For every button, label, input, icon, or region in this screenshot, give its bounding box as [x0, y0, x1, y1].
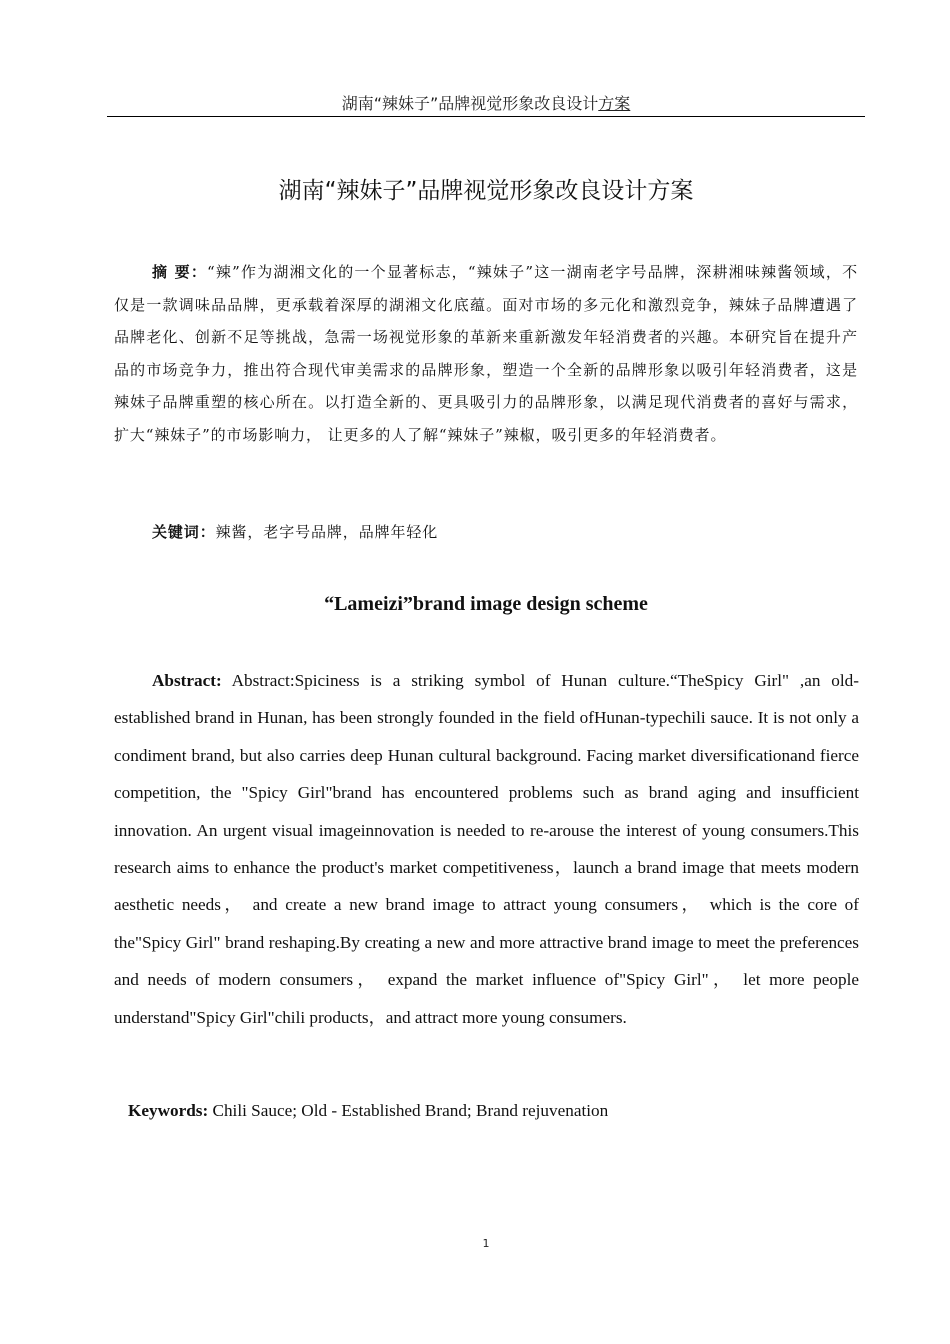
- chinese-keywords-label: 关键词：: [152, 523, 216, 541]
- chinese-abstract: [114, 256, 858, 452]
- chinese-abstract-body: “辣”作为湖湘文化的一个显著标志，“辣妹子”这一湖南老字号品牌，深耕湘味辣酱领域，不仅是一款调味品品牌，更承载着深厚的湖湘文化底蕴。面对市场的多元化和激烈竞争，辣妹子品牌遭遇了品牌老化、创新不足等挑战，急需一场视觉形象的革新来重新激发年轻消费者的兴趣。本研究旨在提升产品的市场竞争力，推出符合现代审美需求的品牌形象，塑造一个全新的品牌形象以吸引年轻消费者，这是辣妹子品牌重塑的核心所在。以打造全新的、更具吸引力的品牌形象，以满足现代消费者的喜好与需求，扩大“辣妹子”的市场影响力， 让更多的人了解“辣妹子”辣椒，吸引更多的年轻消费者。: [114, 263, 858, 444]
- header-rule: [107, 116, 865, 117]
- english-abstract-body: Abstract:Spiciness is a striking symbol of Hunan culture.“TheSpicy Girl" ,an old-established brand in Hunan, has been strongly founded in the field ofHunan-typechili sauce. It is not only a condiment brand, but also carries deep Hunan cultural background. Facing market diversificationand fierce competition, the "Spicy Girl"brand has encountered problems such as brand aging and insufficient innovation. An urgent visual imageinnovation is needed to re-arouse the interest of young consumers.This research aims to enhance the product's market competitiveness，launch a brand image that meets modern aesthetic needs， and create a new brand image to attract young consumers， which is the core of the"Spicy Girl" brand reshaping.By creating a new and more attractive brand image to meet the preferences and needs of modern consumers， expand the market influence of"Spicy Girl"， let more people understand"Spicy Girl"chili products，and attract more young consumers.: [114, 671, 859, 1027]
- english-keywords-body: Chili Sauce; Old - Established Brand; Brand rejuvenation: [208, 1101, 609, 1120]
- chinese-title: 湖南“辣妹子”品牌视觉形象改良设计方案: [278, 178, 694, 204]
- english-title: “Lameizi”brand image design scheme: [324, 593, 648, 615]
- chinese-abstract-label: 摘 要：: [152, 263, 208, 281]
- running-header-title: 湖南“辣妹子”品牌视觉形象改良设计: [341, 94, 599, 113]
- english-abstract: [114, 662, 859, 1036]
- english-abstract-label: Abstract:: [152, 671, 222, 690]
- chinese-keywords: [152, 518, 858, 546]
- page-number: 1: [482, 1237, 490, 1250]
- chinese-keywords-body: 辣酱，老字号品牌，品牌年轻化: [215, 523, 439, 541]
- running-header: [107, 93, 865, 115]
- running-header-title-underlined: 方案: [598, 94, 631, 113]
- english-keywords: [128, 1097, 858, 1125]
- english-keywords-label: Keywords:: [128, 1101, 209, 1120]
